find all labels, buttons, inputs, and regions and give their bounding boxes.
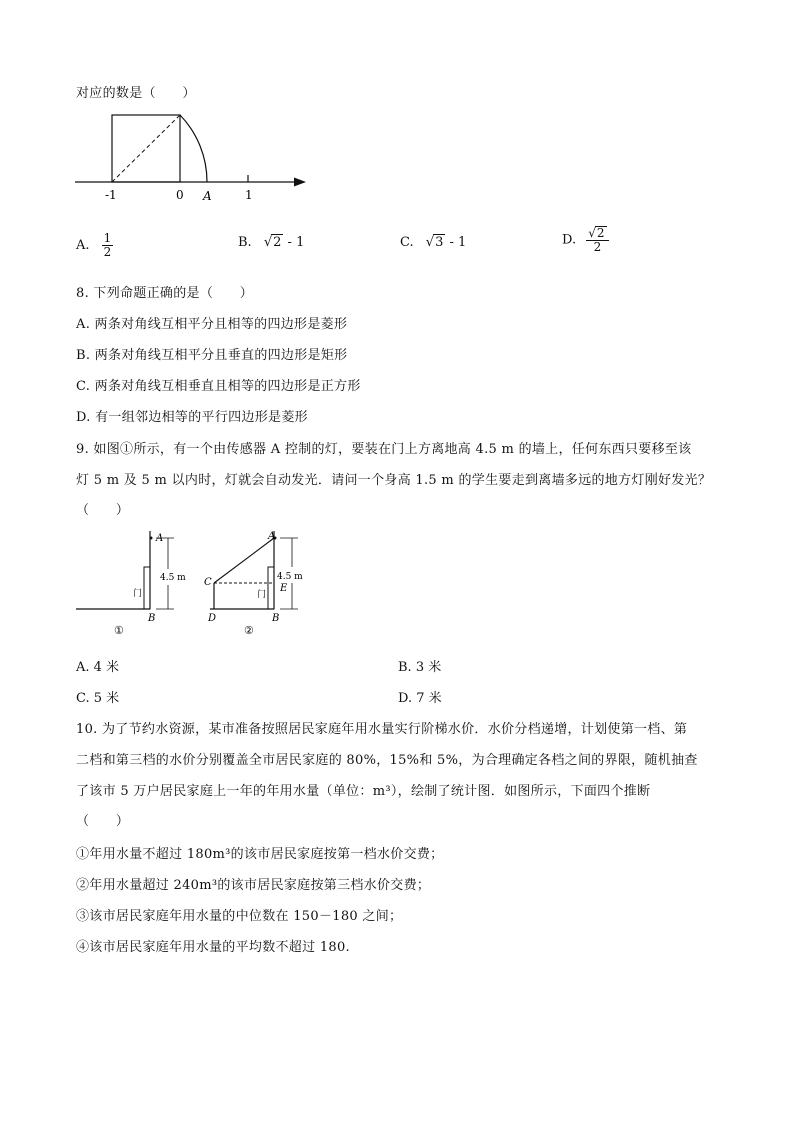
fig2-label-E: E [280,583,288,594]
q7-option-d[interactable] [562,226,609,254]
q9-stem-line1: 9. 如图①所示，有一个由传感器 A 控制的灯，要装在门上方离地高 4.5 m 的墙上，任何东西只要移至该 [76,442,692,457]
q10-item-3: ③该市居民家庭年用水量的中位数在 150－180 之间； [76,909,403,924]
q8-option-c[interactable]: C. 两条对角线互相垂直且相等的四边形是正方形 [76,379,361,394]
q9-option-c[interactable]: C. 5 米 [76,691,120,706]
fig2-label-A: A [268,531,276,542]
tick-label-1: 1 [245,188,253,202]
fig2-door-label: 门 [257,590,267,600]
sensor-dot-icon [150,537,153,540]
axis-arrow-icon [294,178,306,187]
fig1-label-A: A [156,533,164,544]
fig2-label-B: B [272,613,280,624]
q9-option-b[interactable]: B. 3 米 [398,660,442,675]
q7-option-d-numerator [586,226,608,241]
q7-option-a-fraction [102,232,114,259]
q7-option-b-rest: - 1 [283,235,305,250]
q7-option-d-radicand: 2 [596,226,605,240]
q7-number-line-figure [70,105,310,205]
fig2-height-label: 4.5 m [277,572,303,582]
q7-option-b[interactable] [238,234,304,250]
fig2-caption: ② [244,624,254,637]
q10-line4: （ ） [76,814,130,829]
q10-line2: 二档和第三档的水价分别覆盖全市居民家庭的 80%，15%和 5%，为合理确定各档之间的界限，随机抽查 [76,753,698,768]
q7-option-a-numerator: 1 [103,231,112,245]
q9-figures [72,525,312,640]
q9-option-d[interactable]: D. 7 米 [398,691,442,706]
q9-stem-line3: （ ） [76,503,130,518]
q7-number-line-svg [70,105,310,205]
q7-option-c-radicand: 3 [435,235,444,250]
fig2-label-D: D [208,613,217,624]
q7-option-c[interactable] [400,234,466,250]
q10-item-1: ①年用水量不超过 180m³的该市居民家庭按第一档水价交费； [76,847,444,862]
diagonal-dashed [112,115,180,182]
q7-stem-tail: 对应的数是（ ） [76,86,196,101]
sqrt-icon: √ [588,226,596,240]
q7-option-d-letter: D. [562,232,577,248]
q7-option-a-letter: A. [76,238,90,253]
fig1-door-label: 门 [133,589,143,599]
tick-label-neg1: -1 [105,188,117,202]
tick-label-0: 0 [176,188,184,202]
fig1-caption: ① [114,624,124,637]
q7-option-b-radicand: 2 [273,235,282,250]
q7-option-d-denominator: 2 [593,240,602,254]
q7-option-d-fraction [586,226,608,254]
q7-option-c-letter: C. [400,235,414,250]
fig2-label-C: C [204,577,212,588]
q7-option-c-rest: - 1 [445,235,467,250]
q10-item-4: ④该市居民家庭年用水量的平均数不超过 180. [76,940,350,955]
fig1-label-B: B [148,613,156,624]
q9-figure-2 [204,531,303,637]
q10-line1: 10. 为了节约水资源，某市准备按照居民家庭年用水量实行阶梯水价．水价分档递增，计划使第一档、第 [76,722,688,737]
q9-figure-1 [76,531,186,637]
arc-shape [180,115,207,182]
q7-option-a-denominator: 2 [103,245,112,259]
fig1-height-label: 4.5 m [160,573,186,583]
q10-line3: 了该市 5 万户居民家庭上一年的年用水量（单位：m³），绘制了统计图．如图所示，下面四个推断 [76,784,651,799]
q8-option-b[interactable]: B. 两条对角线互相平分且垂直的四边形是矩形 [76,348,348,363]
sqrt-icon: √ [263,235,273,250]
q9-option-a[interactable]: A. 4 米 [76,660,120,675]
q8-option-d[interactable]: D. 有一组邻边相等的平行四边形是菱形 [76,410,308,425]
q7-option-a[interactable] [76,232,113,259]
q8-stem: 8. 下列命题正确的是（ ） [76,286,254,301]
q9-figures-svg [72,525,312,640]
q8-option-a[interactable]: A. 两条对角线互相平分且相等的四边形是菱形 [76,317,348,332]
sqrt-icon: √ [425,235,435,250]
q10-item-2: ②年用水量超过 240m³的该市居民家庭按第三档水价交费； [76,878,431,893]
point-label-A: A [203,189,212,203]
q7-option-b-letter: B. [238,235,252,250]
q9-stem-line2: 灯 5 m 及 5 m 以内时，灯就会自动发光．请问一个身高 1.5 m 的学生要走到离墙多远的地方灯刚好发光？ [76,473,712,488]
